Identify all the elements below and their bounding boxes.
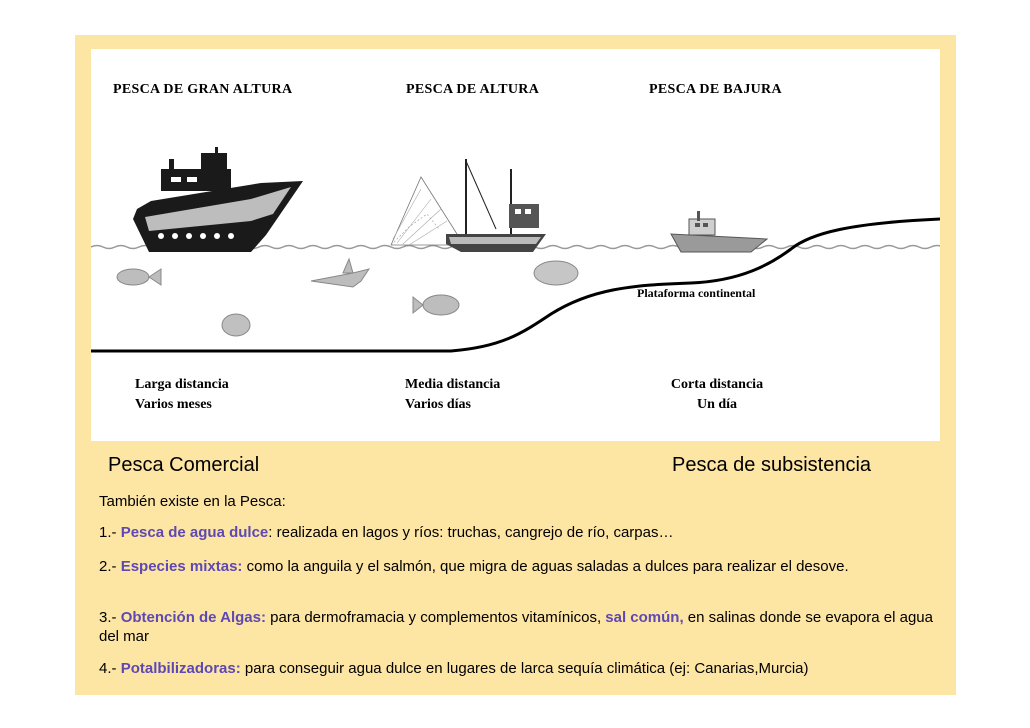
caption-bajura-distance: Corta distancia: [670, 377, 764, 392]
fishing-diagram: [91, 49, 940, 441]
item-1-text: : realizada en lagos y ríos: truchas, cangrejo de río, carpas…: [268, 524, 674, 541]
item-1-highlight: Pesca de agua dulce: [120, 524, 269, 541]
list-item-1: [99, 523, 939, 542]
caption-gran-altura-distance: Larga distancia: [135, 377, 229, 392]
fish-icon-3: [534, 261, 578, 285]
item-3-num: 3.-: [99, 609, 121, 626]
slide: [75, 35, 956, 695]
list-item-4: [99, 659, 939, 678]
item-2-num: 2.-: [99, 558, 121, 575]
title-gran-altura: PESCA DE GRAN ALTURA: [113, 82, 293, 97]
item-3-highlight: Obtención de Algas:: [120, 609, 266, 626]
item-4-text: para conseguir agua dulce en lugares de larca sequía climática (ej: Canarias,Murcia): [240, 660, 809, 677]
caption-altura: [405, 375, 500, 415]
caption-gran-altura-duration: Varios meses: [135, 397, 212, 412]
intro-text: También existe en la Pesca:: [99, 493, 286, 510]
title-altura: PESCA DE ALTURA: [406, 82, 540, 97]
caption-altura-duration: Varios días: [405, 397, 472, 412]
caption-bajura-duration: Un día: [696, 397, 738, 412]
pufferfish-icon: [222, 314, 250, 336]
label-commercial: Pesca Comercial: [108, 454, 260, 476]
list-item-2: [99, 557, 939, 576]
item-1-num: 1.-: [99, 524, 121, 541]
item-3-highlight-2: sal común,: [605, 609, 684, 626]
shelf-label: Plataforma continental: [637, 286, 756, 300]
fish-icon: [117, 269, 161, 285]
item-2-text: como la anguila y el salmón, que migra de aguas saladas a dulces para realizar el desove.: [242, 558, 849, 575]
list-item-3: [99, 608, 939, 646]
title-bajura: PESCA DE BAJURA: [649, 82, 782, 97]
item-2-highlight: Especies mixtas:: [120, 558, 243, 575]
label-subsistence: Pesca de subsistencia: [672, 454, 872, 476]
caption-bajura: [665, 375, 769, 415]
small-boat-icon: [671, 211, 767, 252]
caption-altura-distance: Media distancia: [405, 377, 501, 392]
item-3-text-2: en salinas donde se evapora el agua del mar: [99, 609, 933, 645]
fish-icon-2: [413, 295, 459, 315]
caption-gran-altura: [135, 375, 229, 415]
item-4-num: 4.-: [99, 660, 121, 677]
item-4-highlight: Potalbilizadoras:: [120, 660, 241, 677]
trawler-with-net-icon: [391, 159, 546, 252]
large-ship-icon: [133, 147, 303, 252]
shark-icon: [311, 259, 369, 287]
item-3-text: para dermoframacia y complementos vitamínicos,: [265, 609, 606, 626]
